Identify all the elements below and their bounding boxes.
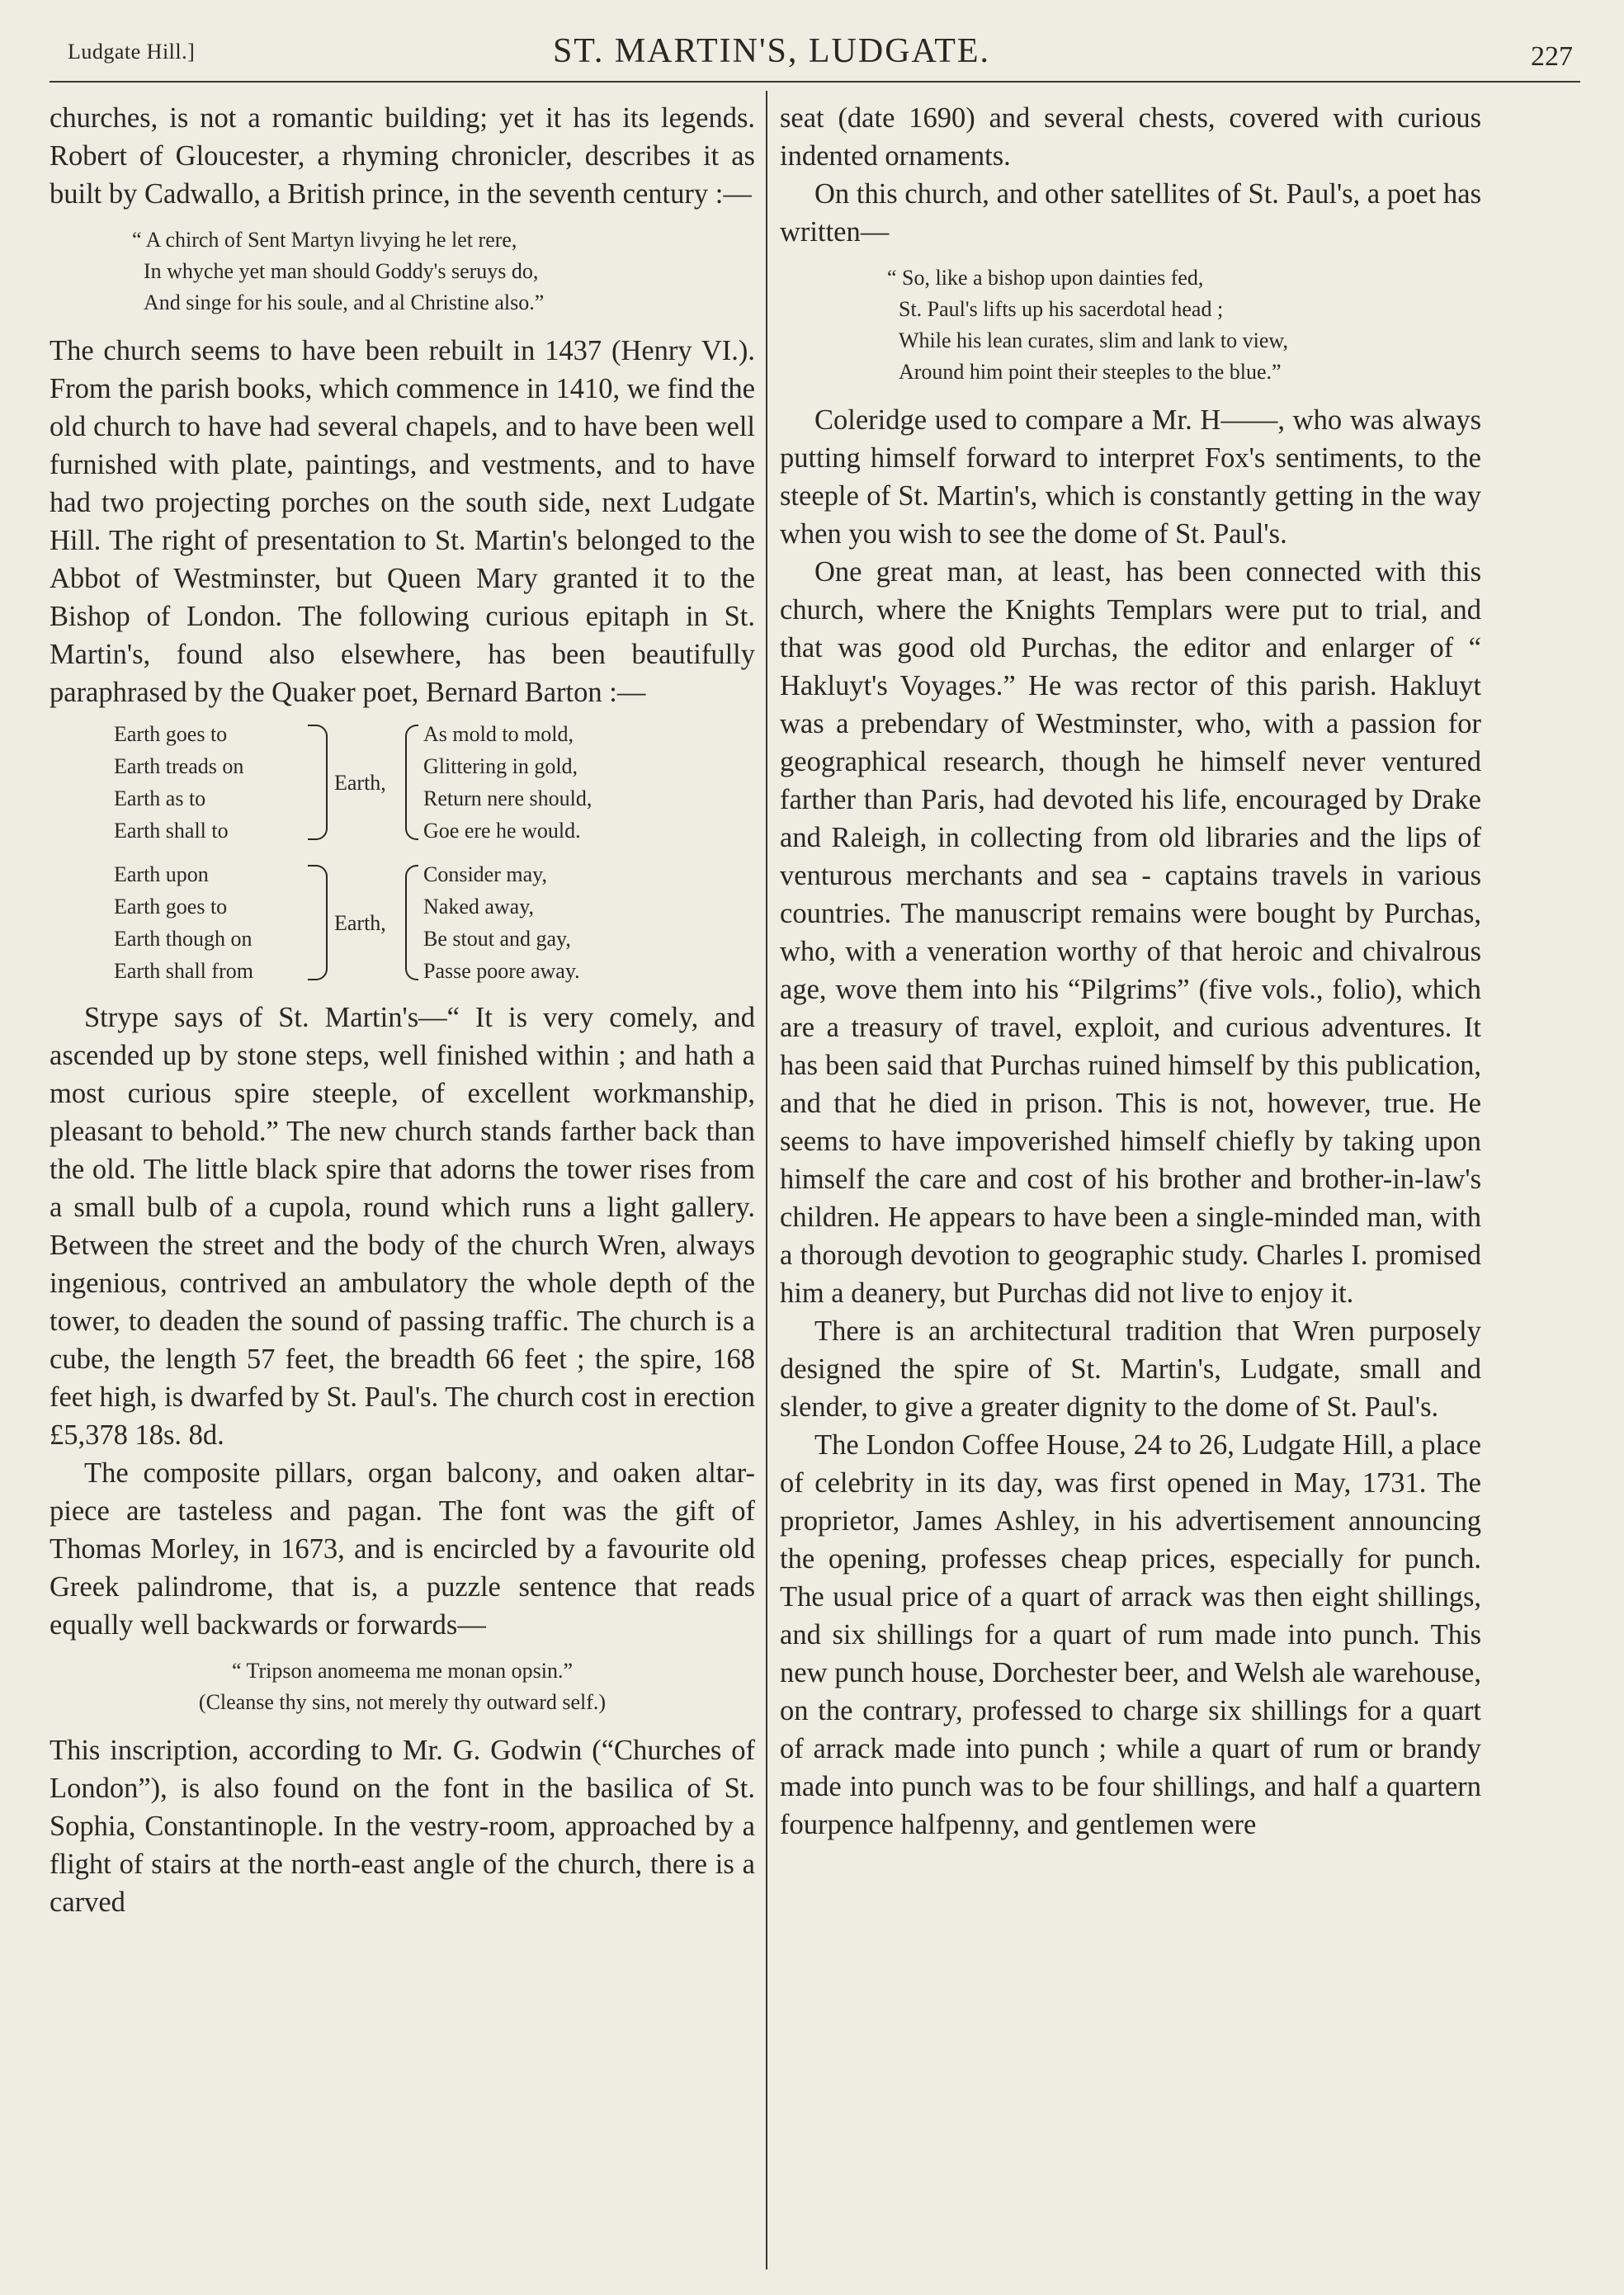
paragraph: There is an architectural tradition that Wren purposely designed the spire of St. Martin's, Ludgate, small and slender, to give a greater dignity to the dome of St. Paul's. <box>780 1315 1481 1423</box>
epitaph-middle-word: Earth, <box>334 910 386 935</box>
epitaph-line: Earth treads on <box>114 754 244 778</box>
epitaph-stanza <box>114 718 755 847</box>
epitaph-line: As mold to mold, <box>423 722 574 746</box>
brace-left <box>405 725 418 840</box>
epitaph-line: Earth shall from <box>114 959 253 983</box>
epitaph-line: Passe poore away. <box>423 959 580 983</box>
verse-line: “ So, like a bishop upon dainties fed, <box>887 266 1204 290</box>
verse-quotation <box>132 224 755 319</box>
epitaph-line: Earth though on <box>114 927 253 951</box>
paragraph: The composite pillars, organ balcony, and oaken altar-piece are tasteless and pagan. The font was the gift of Thomas Morley, in 1673, and is encircled by a favourite old Greek palindrome, that is, a puzzle sentence that reads equally well backwards or forwards— <box>50 1457 755 1641</box>
verse-line: In whyche yet man should Goddy's seruys do, <box>144 259 539 283</box>
verse-line: “ A chirch of Sent Martyn livying he let rere, <box>132 228 517 252</box>
epitaph-middle-word: Earth, <box>334 770 386 795</box>
paragraph: The London Coffee House, 24 to 26, Ludgate Hill, a place of celebrity in its day, was first opened in May, 1731. The proprietor, James Ashley, in his advertisement announcing the opening, professes cheap prices, especially for punch. The usual price of a quart of arrack was then eight shillings, and six shillings for a quart of rum made into punch. This new punch house, Dorchester beer, and Welsh ale warehouse, on the contrary, professed to charge six shillings for a quart of arrack made into punch ; while a quart of rum or brandy made into punch was to be four shillings, and half a quartern fourpence halfpenny, and gentlemen were <box>780 1429 1481 1840</box>
left-column <box>50 99 755 1921</box>
epitaph-line: Goe ere he would. <box>423 819 581 843</box>
epitaph-left-lines <box>114 718 308 847</box>
paragraph: The church seems to have been rebuilt in 1437 (Henry VI.). From the parish books, which commence in 1410, we find the old church to have had several chapels, and to have been well furnished with plate, paintings, and vestments, and to have had two projecting porches on the south side, next Ludgate Hill. The right of presentation to St. Martin's belonged to the Abbot of Westminster, but Queen Mary granted it to the Bishop of London. The following curious epitaph in St. Martin's, found also elsewhere, has been beautifully paraphrased by the Quaker poet, Bernard Barton :— <box>50 335 755 708</box>
epitaph-line: Be stout and gay, <box>423 927 571 951</box>
right-column <box>780 99 1481 1844</box>
brace-left <box>405 865 418 980</box>
verse-line: While his lean curates, slim and lank to view, <box>899 328 1288 352</box>
verse-line: St. Paul's lifts up his sacerdotal head ; <box>899 297 1224 321</box>
header-rule <box>50 81 1580 83</box>
epitaph-line: Naked away, <box>423 895 535 918</box>
greek-palindrome <box>50 1655 755 1718</box>
epitaph-left-lines <box>114 858 308 987</box>
header-section-label: Ludgate Hill.] <box>68 40 196 64</box>
epitaph-line: Earth shall to <box>114 819 229 843</box>
palindrome-translation: (Cleanse thy sins, not merely thy outward self.) <box>198 1690 607 1714</box>
column-divider <box>766 91 767 2269</box>
paragraph: Strype says of St. Martin's—“ It is very comely, and ascended up by stone steps, well finished within ; and hath a most curious spire steeple, of excellent workmanship, pleasant to behold.” The new church stands farther back than the old. The little black spire that adorns the tower rises from a small bulb of a cupola, round which runs a light gallery. Between the street and the body of the church Wren, always ingenious, contrived an ambulatory the whole depth of the tower, to deaden the sound of passing traffic. The church is a cube, the length 57 feet, the breadth 66 feet ; the spire, 168 feet high, is dwarfed by St. Paul's. The church cost in erection £5,378 18s. 8d. <box>50 1002 755 1451</box>
running-header <box>68 31 1573 81</box>
page-number: 227 <box>1531 41 1573 72</box>
epitaph-line: Earth goes to <box>114 722 228 746</box>
epitaph-stanza <box>114 858 755 987</box>
brace-right <box>308 725 328 840</box>
paragraph: This inscription, according to Mr. G. Godwin (“Churches of London”), is also found on the font in the basilica of St. Sophia, Constantinople. In the vestry-room, approached by a flight of stairs at the north-east angle of the church, there is a carved <box>50 1735 755 1918</box>
epitaph-line: Consider may, <box>423 862 547 886</box>
epitaph-right-lines <box>423 718 755 847</box>
epitaph-line: Earth upon <box>114 862 209 886</box>
header-title: ST. MARTIN'S, LUDGATE. <box>552 32 991 70</box>
verse-quotation <box>887 262 1481 388</box>
verse-line: Around him point their steeples to the blue.” <box>899 360 1282 384</box>
paragraph: churches, is not a romantic building; yet it has its legends. Robert of Gloucester, a rhyming chronicler, describes it as built by Cadwallo, a British prince, in the seventh century :— <box>50 102 755 210</box>
paragraph: Coleridge used to compare a Mr. H——, who was always putting himself forward to interpret Fox's sentiments, to the steeple of St. Martin's, which is constantly getting in the way when you wish to see the dome of St. Paul's. <box>780 404 1481 550</box>
verse-line: And singe for his soule, and al Christine also.” <box>144 290 545 314</box>
epitaph-line: Glittering in gold, <box>423 754 578 778</box>
epitaph-line: Earth goes to <box>114 895 228 918</box>
paragraph: On this church, and other satellites of St. Paul's, a poet has written— <box>780 178 1481 248</box>
paragraph: One great man, at least, has been connected with this church, where the Knights Templars were put to trial, and that was good old Purchas, the editor and enlarger of “ Hakluyt's Voyages.” He was rector of this parish. Hakluyt was a prebendary of Westminster, who, with a passion for geographical research, though he himself never ventured farther than Paris, had devoted his life, encouraged by Drake and Raleigh, in collecting from old libraries and the lips of venturous merchants and sea - captains travels in various countries. The manuscript remains were bought by Purchas, who, with a veneration worthy of that heroic and chivalrous age, wove them into his “Pilgrims” (five vols., folio), which are a treasury of travel, exploit, and curious adventures. It has been said that Purchas ruined himself by this publication, and that he died in prison. This is not, however, true. He seems to have impoverished himself chiefly by taking upon himself the care and cost of his brother and brother-in-law's children. He appears to have been a single-minded man, with a thorough devotion to geographic study. Charles I. promised him a deanery, but Purchas did not live to enjoy it. <box>780 556 1481 1309</box>
paragraph: seat (date 1690) and several chests, covered with curious indented ornaments. <box>780 102 1481 172</box>
palindrome-line: “ Tripson anomeema me monan opsin.” <box>231 1659 574 1683</box>
brace-right <box>308 865 328 980</box>
epitaph-line: Earth as to <box>114 786 206 810</box>
epitaph-right-lines <box>423 858 755 987</box>
epitaph-line: Return nere should, <box>423 786 592 810</box>
